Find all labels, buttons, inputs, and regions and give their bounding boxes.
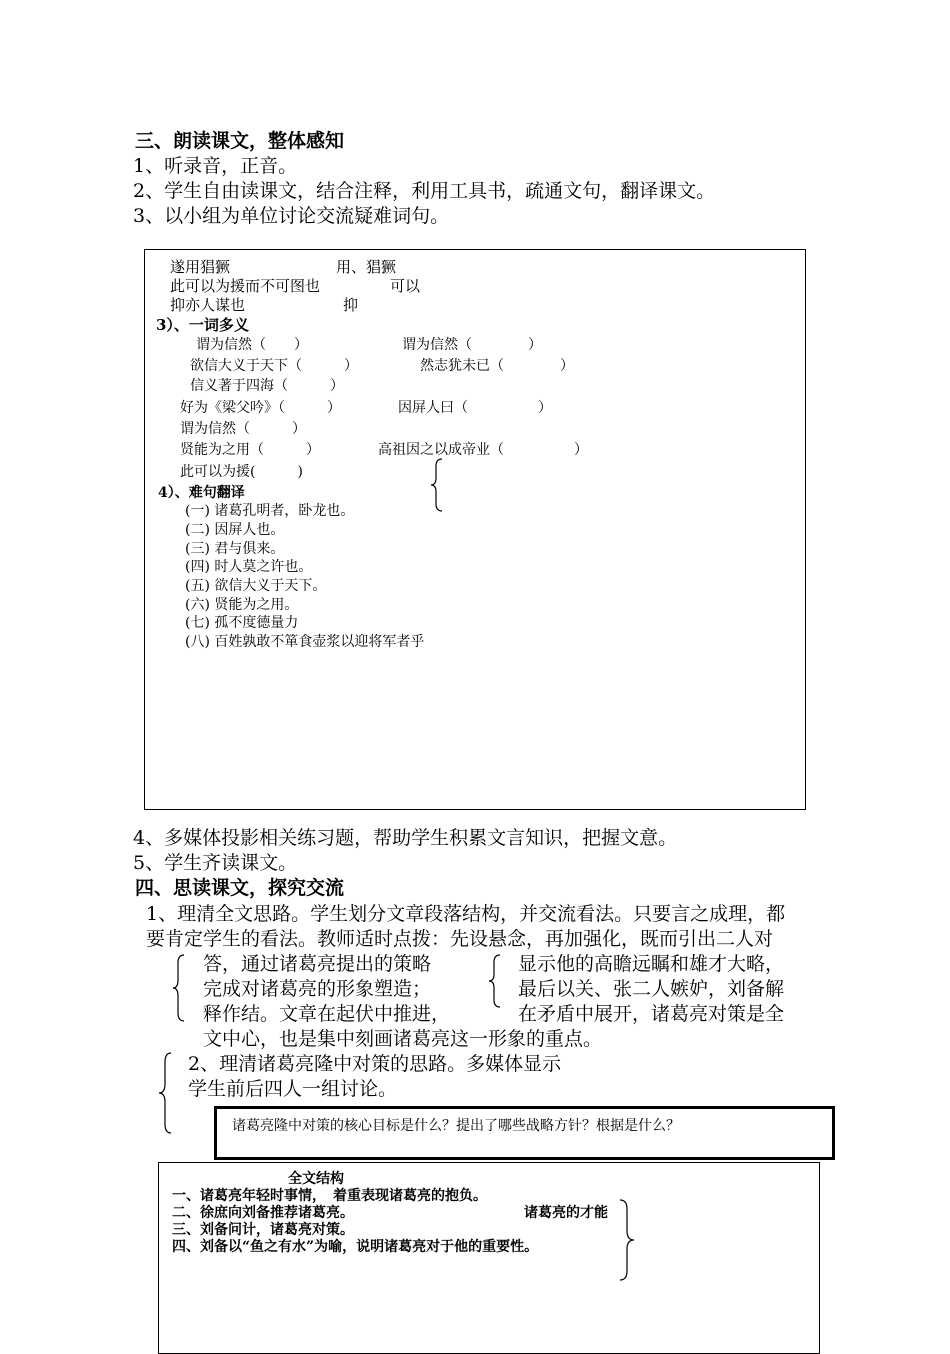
polysemy-item: 欲信大义于天下（ ）	[190, 358, 358, 374]
translation-item: (六) 贤能为之用。	[185, 597, 299, 613]
left-column-line: 完成对诸葛亮的形象塑造；	[203, 978, 432, 1000]
section-4-p1-line1: 1、理清全文思路。学生划分文章段落结构，并交流看法。只要言之成理，都	[146, 903, 786, 925]
word-phrase-3: 抑亦人谋也	[170, 296, 246, 314]
translation-title: 4）、难句翻译	[158, 485, 245, 501]
structure-title: 全文结构	[288, 1171, 344, 1187]
section-3-item-5: 5、学生齐读课文。	[133, 852, 298, 874]
word-gloss-3: 抑	[343, 296, 359, 314]
translation-item: (五) 欲信大义于天下。	[185, 578, 327, 594]
right-column-line: 在矛盾中展开，诸葛亮对策是全	[518, 1003, 785, 1025]
structure-item-4: 四、刘备以“鱼之有水”为喻，说明诸葛亮对于他的重要性。	[172, 1239, 539, 1255]
left-column-line: 答，通过诸葛亮提出的策略	[203, 953, 432, 975]
section-4-p1-last: 文中心，也是集中刻画诸葛亮这一形象的重点。	[203, 1028, 603, 1050]
section-3-item-1: 1、听录音，正音。	[133, 155, 298, 177]
left-brace	[488, 954, 502, 1008]
word-gloss-1: 用、猖獗	[336, 258, 397, 276]
polysemy-item: 贤能为之用（ ）	[180, 442, 320, 458]
right-column-line: 显示他的高瞻远瞩和雄才大略，	[518, 953, 785, 975]
translation-item: (八) 百姓孰敢不箪食壶浆以迎将军者乎	[185, 634, 425, 650]
word-phrase-1: 遂用猖獗	[170, 258, 231, 276]
translation-item: (三) 君与俱来。	[185, 541, 285, 557]
section-4-heading: 四、思读课文，探究交流	[135, 877, 345, 899]
polysemy-item: 谓为信然（ ）	[180, 421, 306, 437]
section-4-p2-line1: 2、理清诸葛亮隆中对策的思路。多媒体显示	[188, 1053, 562, 1075]
polysemy-item: 因屏人曰（ ）	[398, 400, 552, 416]
left-brace	[172, 954, 186, 1022]
structure-side-note: 诸葛亮的才能	[524, 1205, 608, 1221]
polysemy-item: 好为《梁父吟》（ ）	[180, 400, 341, 416]
left-column-line: 释作结。文章在起伏中推进，	[203, 1003, 451, 1025]
section-3-item-4: 4、多媒体投影相关练习题，帮助学生积累文言知识，把握文意。	[133, 827, 678, 849]
structure-item-1: 一、诸葛亮年轻时事情， 着重表现诸葛亮的抱负。	[172, 1188, 487, 1204]
translation-item: (七) 孤不度德量力	[185, 615, 299, 631]
translation-item: (四) 时人莫之许也。	[185, 559, 313, 575]
right-brace	[619, 1199, 637, 1281]
question-text: 诸葛亮隆中对策的核心目标是什么？提出了哪些战略方针？根据是什么？	[232, 1118, 680, 1134]
left-brace	[158, 1052, 174, 1134]
polysemy-item: 此可以为援( )	[180, 464, 303, 480]
polysemy-item: 谓为信然（ ）	[402, 337, 542, 353]
translation-item: (一) 诸葛孔明者，卧龙也。	[185, 503, 355, 519]
section-3-item-3: 3、以小组为单位讨论交流疑难词句。	[133, 205, 450, 227]
section-4-p1-line2: 要肯定学生的看法。教师适时点拨：先设悬念，再加强化，既而引出二人对	[146, 928, 774, 950]
word-gloss-2: 可以	[390, 277, 421, 295]
left-brace	[430, 458, 446, 512]
word-phrase-2: 此可以为援而不可图也	[170, 277, 321, 295]
section-3-item-2: 2、学生自由读课文，结合注释，利用工具书，疏通文句，翻译课文。	[133, 180, 716, 202]
right-column-line: 最后以关、张二人嫉妒，刘备解	[518, 978, 785, 1000]
structure-item-2: 二、徐庶向刘备推荐诸葛亮。	[172, 1205, 354, 1221]
polysemy-title: 3）、一词多义	[156, 316, 249, 334]
structure-item-3: 三、刘备问计，诸葛亮对策。	[172, 1222, 354, 1238]
polysemy-item: 高祖因之以成帝业（ ）	[378, 442, 588, 458]
polysemy-item: 谓为信然（ ）	[196, 337, 308, 353]
polysemy-item: 然志犹未已（ ）	[420, 358, 574, 374]
section-3-heading: 三、朗读课文，整体感知	[135, 130, 345, 152]
section-4-p2-line2: 学生前后四人一组讨论。	[188, 1078, 398, 1100]
polysemy-item: 信义著于四海（ ）	[190, 378, 344, 394]
translation-item: (二) 因屏人也。	[185, 522, 285, 538]
